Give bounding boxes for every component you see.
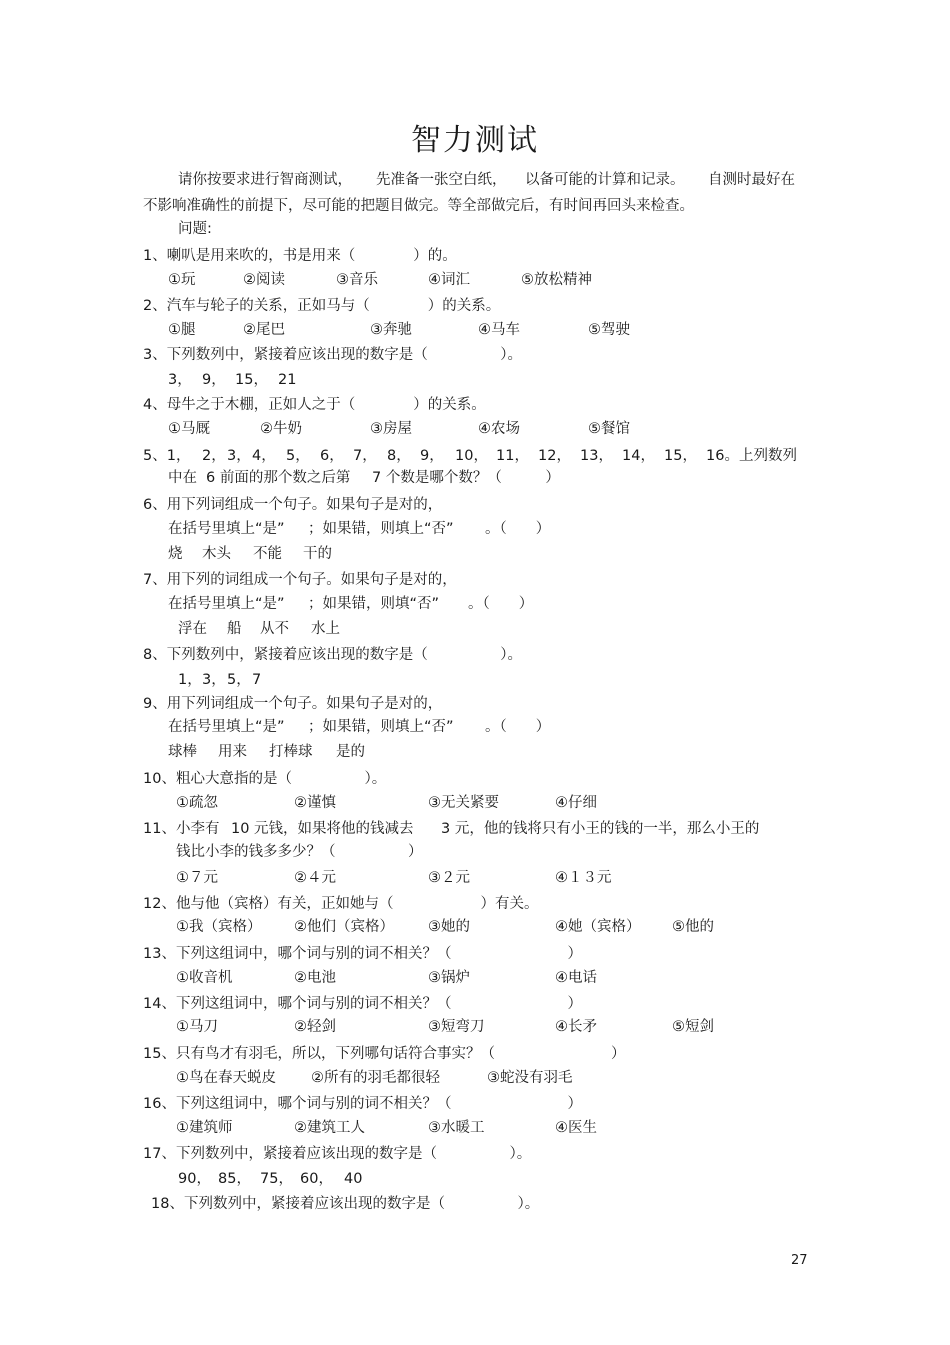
question-11-line-2: 钱比小李的钱多多少？（ ） (176, 844, 423, 860)
question-10: 10、粗心大意指的是（ ）。 (143, 771, 387, 787)
question-14: 14、下列这组词中，哪个词与别的词不相关？（ ） (143, 996, 582, 1012)
question-8: 8、下列数列中，紧接着应该出现的数字是（ ）。 (143, 647, 522, 663)
question-12: 12、他与他（宾格）有关，正如她与（ ）有关。 (143, 896, 539, 912)
question-17: 17、下列数列中，紧接着应该出现的数字是（ ）。 (143, 1146, 532, 1162)
question-6: 6、用下列词组成一个句子。如果句子是对的， (143, 497, 443, 513)
question-13: 13、下列这组词中，哪个词与别的词不相关？（ ） (143, 946, 582, 962)
question-4: 4、母牛之于木棚，正如人之于（ ）的关系。 (143, 397, 486, 413)
question-16: 16、下列这组词中，哪个词与别的词不相关？（ ） (143, 1096, 582, 1112)
question-7: 7、用下列的词组成一个句子。如果句子是对的， (143, 572, 457, 588)
page-title: 智力测试 (411, 123, 539, 158)
questions-label: 问题: (178, 221, 212, 237)
page-number: 27 (791, 1253, 808, 1268)
question-15: 15、只有鸟才有羽毛，所以，下列哪句话符合事实？（ ） (143, 1046, 626, 1062)
question-3: 3、下列数列中，紧接着应该出现的数字是（ ）。 (143, 347, 522, 363)
intro-line-2: 不影响准确性的前提下，尽可能的把题目做完。等全部做完后，有时间再回头来检查。 (143, 198, 694, 214)
question-2: 2、汽车与轮子的关系，正如马与（ ）的关系。 (143, 298, 501, 314)
question-1: 1、喇叭是用来吹的，书是用来（ ）的。 (143, 248, 457, 264)
document-page: 智力测试 请你按要求进行智商测试， 先准备一张空白纸， 以备可能的计算和记录。 自测时最好在 不影响准确性的前提下，尽可能的把题目做完。等全部做完后，有时间再回头来检查。 问题: 1、喇叭是用来吹的，书是用来（ ）的。 ①玩 ②阅读 ③音乐 ④词汇 ⑤放松精神 2、汽车与轮子的关系，正如马与（ ）的关系。 ①腿 ②尾巴 ③奔驰 ④马车 ⑤驾驶 3、下列数列中，紧接着应该出现的数字是（ ）。 3， 9， 15， 21 4、母牛之于木棚，正如人之于（ ）的关系。 ①马厩 ②牛奶 ③房屋 ④农场 ⑤餐馆 5、1， 2， 3， 4， 5， 6， 7， 8， 9， 10， 11， 12， 13， 14， 15， 16。上列数列 中在 6 前面的那个数之后第 7 个数是哪个数？（ ） 6、用下列词组成一个句子。如果句子是对的， 在括号里填上“是” ；如果错，则填上“否” 。（ ） 烧 木头 不能 干的 7、用下列的词组成一个句子。如果句子是对的， 在括号里填上“是” ；如果错，则填“否” 。（ ） 浮在 船 从不 水上 8、下列数列中，紧接着应该出现的数字是（ ）。 1， 3， 5， 7 9、用下列词组成一个句子。如果句子是对的， 在括号里填上“是” ；如果错，则填上“否” 。（ ） 球棒 用来 打棒球 是的 10、粗心大意指的是（ ）。 ①疏忽 ②谨慎 ③无关紧要 ④仔细 11、小李有 10 元钱，如果将他的钱减去 3 元，他的钱将只有小王的钱的一半，那么小王的 钱比小李的钱多多少？（ ） ①７元 ②４元 ③２元 ④１３元 12、他与他（宾格）有关，正如她与（ ）有关。 ①我（宾格） ②他们（宾格） ③她的 ④她（宾格） ⑤他的 13、下列这组词中，哪个词与别的词不相关？（ ） ①收音机 ②电池 ③锅炉 ④电话 14、下列这组词中，哪个词与别的词不相关？（ ） ①马刀 ②轻剑 ③短弯刀 ④长矛 ⑤短剑 15、只有鸟才有羽毛，所以，下列哪句话符合事实？（ ） ①鸟在春天蜕皮 ②所有的羽毛都很轻 ③蛇没有羽毛 16、下列这组词中，哪个词与别的词不相关？（ ） ①建筑师 ②建筑工人 ③水暖工 ④医生 17、下列数列中，紧接着应该出现的数字是（ ）。 90， 85， 75， 60， 40 18、下列数列中，紧接着应该出现的数字是（ ）。 27 (0, 0, 950, 1345)
question-18: 18、下列数列中，紧接着应该出现的数字是（ ）。 (151, 1196, 540, 1212)
question-9: 9、用下列词组成一个句子。如果句子是对的， (143, 696, 443, 712)
